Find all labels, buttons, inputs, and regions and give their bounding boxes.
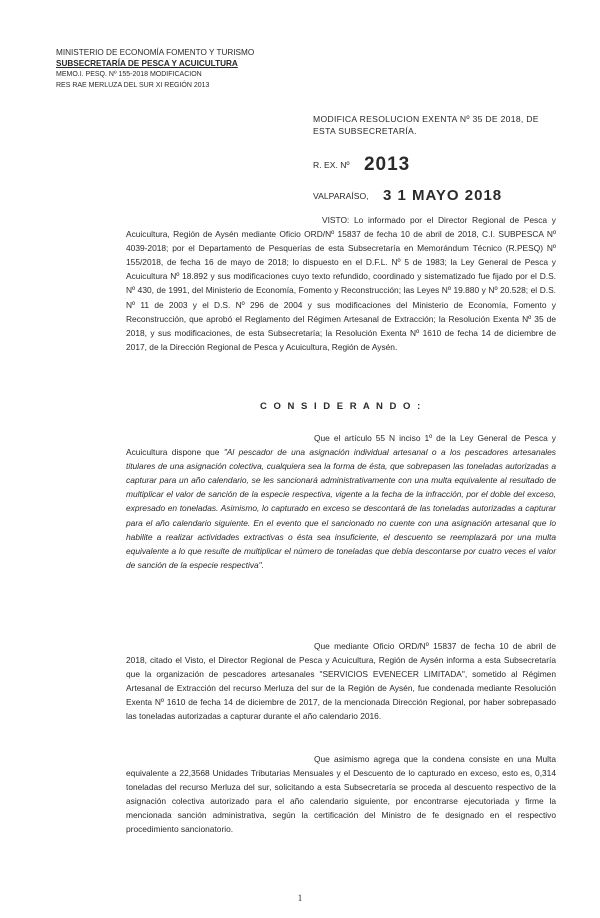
letterhead <box>56 47 296 91</box>
ministry-name: MINISTERIO DE ECONOMÍA FOMENTO Y TURISMO <box>56 48 255 57</box>
resolution-number-line <box>313 154 410 176</box>
considerando-paragraph-3: Que asimismo agrega que la condena consiste en una Multa equivalente a 22,3568 Unidades Tributarias Mensuales y el Descuento de lo capturado en exceso, esto es, 0,314 toneladas del recurso Merluza del sur, solicitando a esta Subsecretaría se proceda al descuento respectivo de la asignación colectiva autorizado para el año calendario siguiente, por encontrarse ejecutoriada y firme la mencionada sanción administrativa, según la certificación del Ministro de fe designado en el respectivo procedimiento sancionatorio. <box>126 754 556 835</box>
date-stamp: 3 1 MAYO 2018 <box>382 187 503 204</box>
place-date-line <box>313 187 502 204</box>
subsecretaria-name: SUBSECRETARÍA DE PESCA Y ACUICULTURA <box>56 59 238 68</box>
resolution-reference: RES RAE MERLUZA DEL SUR XI REGIÓN 2013 <box>56 82 210 89</box>
considerando-paragraph-2: Que mediante Oficio ORD/Nº 15837 de fecha 10 de abril de 2018, citado el Visto, el Director Regional de Pesca y Acuicultura, Región de Aysén informa a esta Subsecretaría que la organización de pescadores artesanales "SERVICIOS EVENECER LIMITADA", sometido al Régimen Artesanal de Extracción del recurso Merluza del sur de la Región de Aysén, fue condenada mediante Resolución Exenta Nº 1610 de fecha 14 de diciembre de 2017, de la mencionada Dirección Regional, por haber sobrepasado las toneladas autorizadas a capturar durante el año calendario 2016. <box>126 641 556 722</box>
considerando-paragraph-1 <box>126 431 556 572</box>
resolution-number: 2013 <box>363 154 411 175</box>
visto-paragraph: VISTO: Lo informado por el Director Regional de Pesca y Acuicultura, Región de Aysén mediante Oficio ORD/Nº 15837 de fecha 10 de abril de 2018, C.I. SUBPESCA Nº 4039-2018; por el Departamento de Pesquerías de esta Subsecretaría en Memorándum Técnico (R.PESQ) Nº 155/2018, de fecha 16 de mayo de 2018; lo dispuesto en el D.F.L. Nº 5 de 1983; la Ley General de Pesca y Acuicultura Nº 18.892 y sus modificaciones cuyo texto refundido, coordinado y sistematizado fue fijado por el D.S. Nº 430, de 1991, del Ministerio de Economía, Fomento y Reconstrucción; las Leyes Nº 19.880 y Nº 20.528; el D.S. Nº 11 de 2003 y el D.S. Nº 296 de 2004 y sus modificaciones del Ministerio de Economía, Fomento y Reconstrucción, que aprobó el Reglamento del Régimen Artesanal de Extracción; la Resolución Exenta Nº 35 de 2018, y sus modificaciones, de esta Subsecretaría; la Resolución Exenta Nº 1610 de fecha 14 de diciembre de 2017, de la Dirección Regional de Pesca y Acuicultura, Región de Aysén. <box>126 215 556 352</box>
considerando-1-quote: "Al pescador de una asignación individual artesanal o a los pescadores artesanales titulares de una asignación colectiva, cualquiera sea la forma de ésta, que sobrepasen las toneladas autorizadas a capturar para un año calendario, se les sancionará administrativamente con una multa equivalente al resultado de multiplicar el valor de sanción de la especie respectiva, vigente a la fecha de la infracción, por el doble del exceso, expresado en toneladas. Asimismo, lo capturado en exceso se descontará de las toneladas autorizadas a capturar para el año calendario siguiente. En el evento que el sancionado no cuente con una asignación artesanal que lo habilite a realizar actividades extractivas o ésta sea insuficiente, el descuento se reemplazará por una multa equivalente a lo que resulte de multiplicar el número de toneladas que debía descontarse por cuatro veces el valor de sanción de la especie respectiva". <box>126 447 556 570</box>
place: VALPARAÍSO, <box>313 191 369 201</box>
resolution-title: MODIFICA RESOLUCION EXENTA Nº 35 DE 2018, DE ESTA SUBSECRETARÍA. <box>313 114 539 136</box>
considerando-heading: C O N S I D E R A N D O : <box>260 401 423 412</box>
memo-reference: MEMO.I. PESQ. Nº 155-2018 MODIFICACION <box>56 71 202 78</box>
page-number: 1 <box>297 893 303 903</box>
considerando-1-intro: Que el artículo 55 N inciso 1º de la Ley General de Pesca y Acuicultura dispone que <box>126 433 556 458</box>
resolution-number-label: R. EX. Nº <box>313 160 350 170</box>
